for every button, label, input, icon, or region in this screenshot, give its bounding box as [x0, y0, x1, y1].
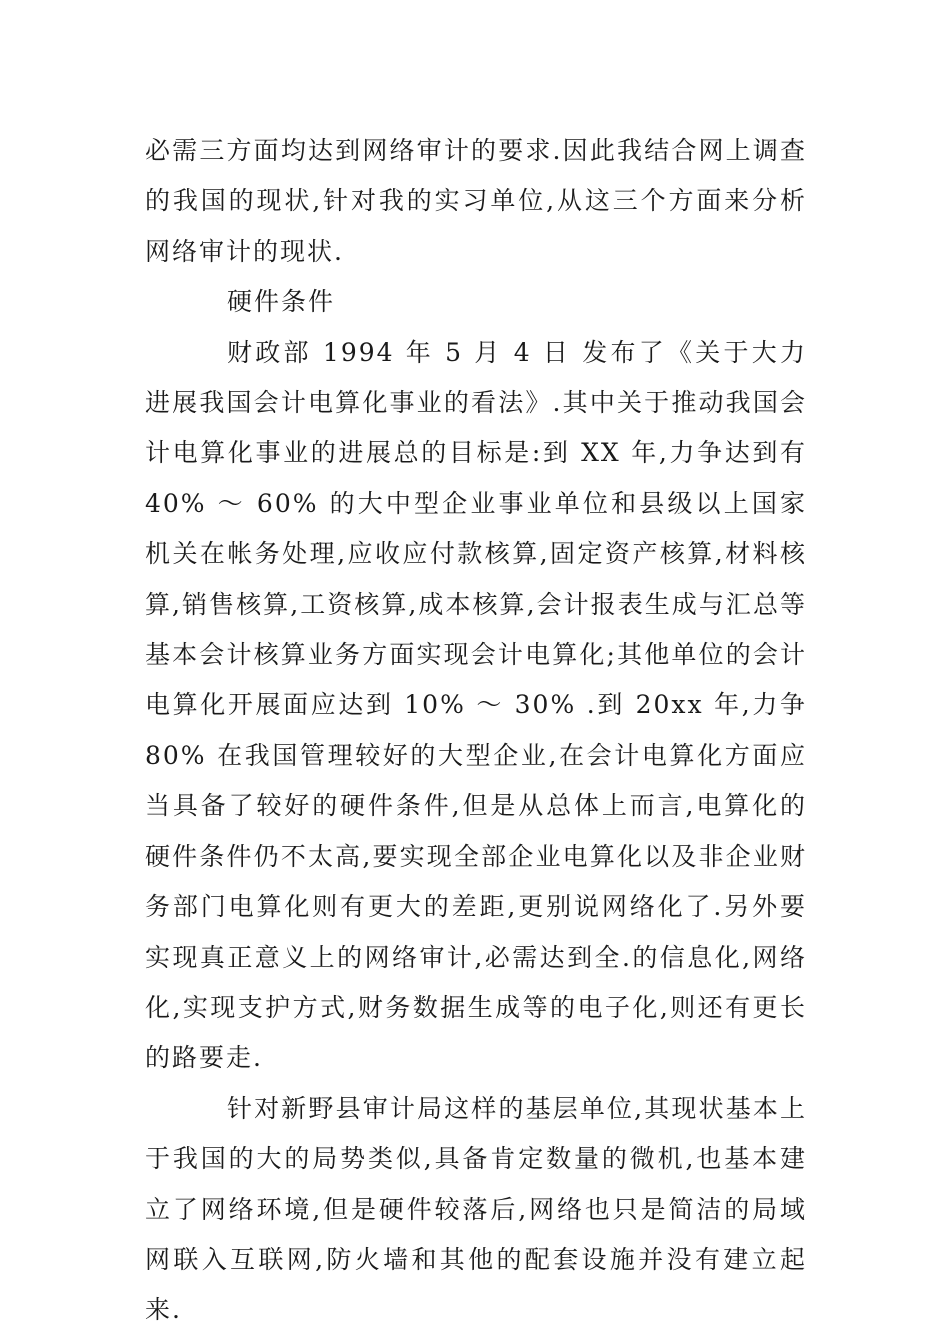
section-heading-hardware: 硬件条件	[227, 287, 336, 317]
paragraph-ministry-goals: 财政部 1994 年 5 月 4 日 发布了《关于大力进展我国会计电算化事业的看法》.其中关于推动我国会计电算化事业的进展总的目标是:到 XX 年,力争达到有 40% ～ 60% 的大中型企业事业单位和县级以上国家机关在帐务处理,应收应付款核算,固定资产核算,材料核算,销售核算,工资核算,成本核算,会计报表生成与汇总等基本会计核算业务方面实现会计电算化;其他单位的会计电算化开展面应达到 10% ～ 30% .到 20xx 年,力争 80% 在我国管理较好的大型企业,在会计电算化方面应当具备了较好的硬件条件,但是从总体上而言,电算化的硬件条件仍不太高,要实现全部企业电算化以及非企业财务部门电算化则有更大的差距,更别说网络化了.另外要实现真正意义上的网络审计,必需达到全.的信息化,网络化,实现支护方式,财务数据生成等的电子化,则还有更长的路要走.	[145, 337, 807, 1073]
document-page	[145, 126, 807, 1336]
paragraph-intro: 必需三方面均达到网络审计的要求.因此我结合网上调查的我国的现状,针对我的实习单位,从这三个方面来分析网络审计的现状.	[145, 136, 807, 266]
paragraph-xinye-audit: 针对新野县审计局这样的基层单位,其现状基本上于我国的大的局势类似,具备肯定数量的微机,也基本建立了网络环境,但是硬件较落后,网络也只是简洁的局域网联入互联网,防火墙和其他的配套设施并没有建立起来.	[145, 1093, 807, 1325]
